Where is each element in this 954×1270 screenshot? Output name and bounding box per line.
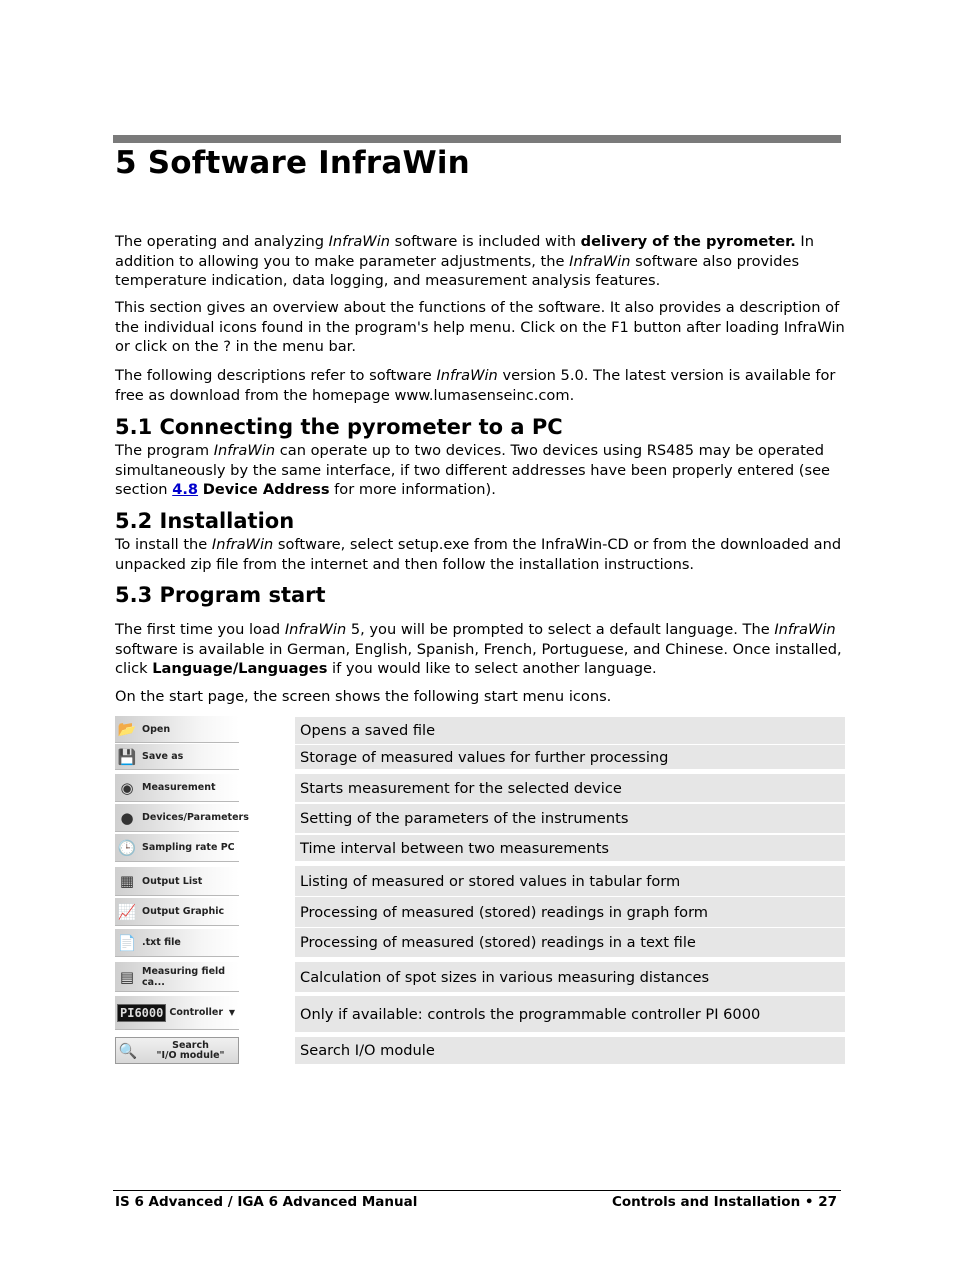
footer-page-info: Controls and Installation • 27	[611, 1194, 837, 1210]
section-5-2-text: To install the InfraWin software, select setup.exe from the InfraWin-CD or from the downloaded and unpacked zip file from the internet and then follow the installation instructions.	[115, 536, 842, 573]
section-heading-5-3: 5.3 Program start	[115, 583, 326, 607]
open-button[interactable]	[115, 716, 239, 743]
icon-label: Search "I/O module"	[156, 1039, 225, 1061]
section-5-3-paragraph-2: On the start page, the screen shows the following start menu icons.	[115, 688, 612, 705]
floppy-disk-icon: 💾	[117, 747, 137, 766]
sampling-rate-button[interactable]	[115, 834, 239, 862]
folder-open-icon: 📂	[117, 720, 137, 738]
txt-file-button[interactable]	[115, 929, 239, 957]
dropdown-arrow-icon: ▼	[228, 1008, 235, 1017]
icon-description: Only if available: controls the programmable controller PI 6000	[295, 996, 845, 1032]
search-magnifier-icon: 🔍	[118, 1041, 138, 1060]
output-graphic-button[interactable]	[115, 898, 239, 926]
icon-label: Measurement	[142, 782, 216, 793]
icon-description: Starts measurement for the selected device	[295, 774, 845, 802]
section-5-1-text: The program InfraWin can operate up to two devices. Two devices using RS485 may be operated simultaneously by the same interface, if two different addresses have been properly entered (see section 4.8 Device Address for more information).	[115, 442, 831, 498]
icon-description: Setting of the parameters of the instruments	[295, 804, 845, 833]
icon-label: Output Graphic	[142, 906, 225, 917]
measurement-button[interactable]	[115, 774, 239, 802]
icon-label: Measuring field ca...	[142, 965, 226, 988]
footer-manual-title: IS 6 Advanced / IGA 6 Advanced Manual	[115, 1194, 418, 1210]
search-io-module-button[interactable]	[115, 1037, 239, 1064]
calculator-icon: ▤	[119, 967, 135, 986]
clock-icon: 🕒	[117, 838, 137, 857]
section-link-4-8[interactable]: 4.8	[172, 481, 199, 498]
icon-label: Controller	[169, 1007, 224, 1018]
measurement-lens-icon: ◉	[120, 778, 134, 797]
graph-monitor-icon: 📈	[117, 902, 137, 921]
section-5-3-paragraph-1: The first time you load InfraWin 5, you will be prompted to select a default language. The InfraWin software is available in German, English, Spanish, French, Portuguese, and Chinese. Once installed, click Language/Languages if you would like to select another language.	[115, 621, 842, 677]
icon-label: Save as	[142, 751, 184, 762]
section-heading-5-2: 5.2 Installation	[115, 509, 295, 533]
intro-paragraph-1: The operating and analyzing InfraWin software is included with delivery of the pyrometer. In addition to allowing you to make parameter adjustments, the InfraWin software also provides temperature indication, data logging, and measurement analysis features.	[115, 233, 814, 289]
icon-description: Processing of measured (stored) readings in graph form	[295, 897, 845, 927]
intro-paragraph-2: This section gives an overview about the functions of the software. It also provides a description of the individual icons found in the program's help menu. Click on the F1 button after loading InfraWin or click on the ? in the menu bar.	[115, 299, 845, 355]
device-lens-icon: ●	[120, 808, 134, 827]
footer-rule	[113, 1190, 841, 1191]
text-file-icon: 📄	[117, 933, 137, 952]
icon-label: Output List	[142, 875, 203, 887]
icon-description: Calculation of spot sizes in various measuring distances	[295, 962, 845, 992]
devices-parameters-button[interactable]	[115, 804, 249, 832]
icon-label: Devices/Parameters	[142, 812, 249, 823]
icon-label: .txt file	[142, 937, 181, 948]
measuring-field-button[interactable]	[115, 962, 239, 992]
table-list-icon: ▦	[119, 872, 135, 890]
controller-dropdown[interactable]	[115, 996, 239, 1030]
icon-description: Time interval between two measurements	[295, 835, 845, 861]
intro-paragraph-3: The following descriptions refer to software InfraWin version 5.0. The latest version is available for free as download from the homepage www.lumasenseinc.com.	[115, 367, 836, 404]
section-heading-5-1: 5.1 Connecting the pyrometer to a PC	[115, 415, 563, 439]
chapter-rule	[113, 135, 841, 143]
icon-label: Open	[142, 723, 171, 735]
icon-description: Processing of measured (stored) readings in a text file	[295, 928, 845, 957]
output-list-button[interactable]	[115, 867, 239, 896]
icon-description: Search I/O module	[295, 1037, 845, 1064]
chapter-title: 5 Software InfraWin	[115, 145, 470, 181]
controller-display-icon: PI6000	[117, 1004, 166, 1022]
save-as-button[interactable]	[115, 744, 239, 770]
icon-label: Sampling rate PC	[142, 842, 235, 853]
icon-description: Opens a saved file	[295, 717, 845, 744]
icon-description: Listing of measured or stored values in tabular form	[295, 866, 845, 896]
icon-description: Storage of measured values for further processing	[295, 745, 845, 769]
